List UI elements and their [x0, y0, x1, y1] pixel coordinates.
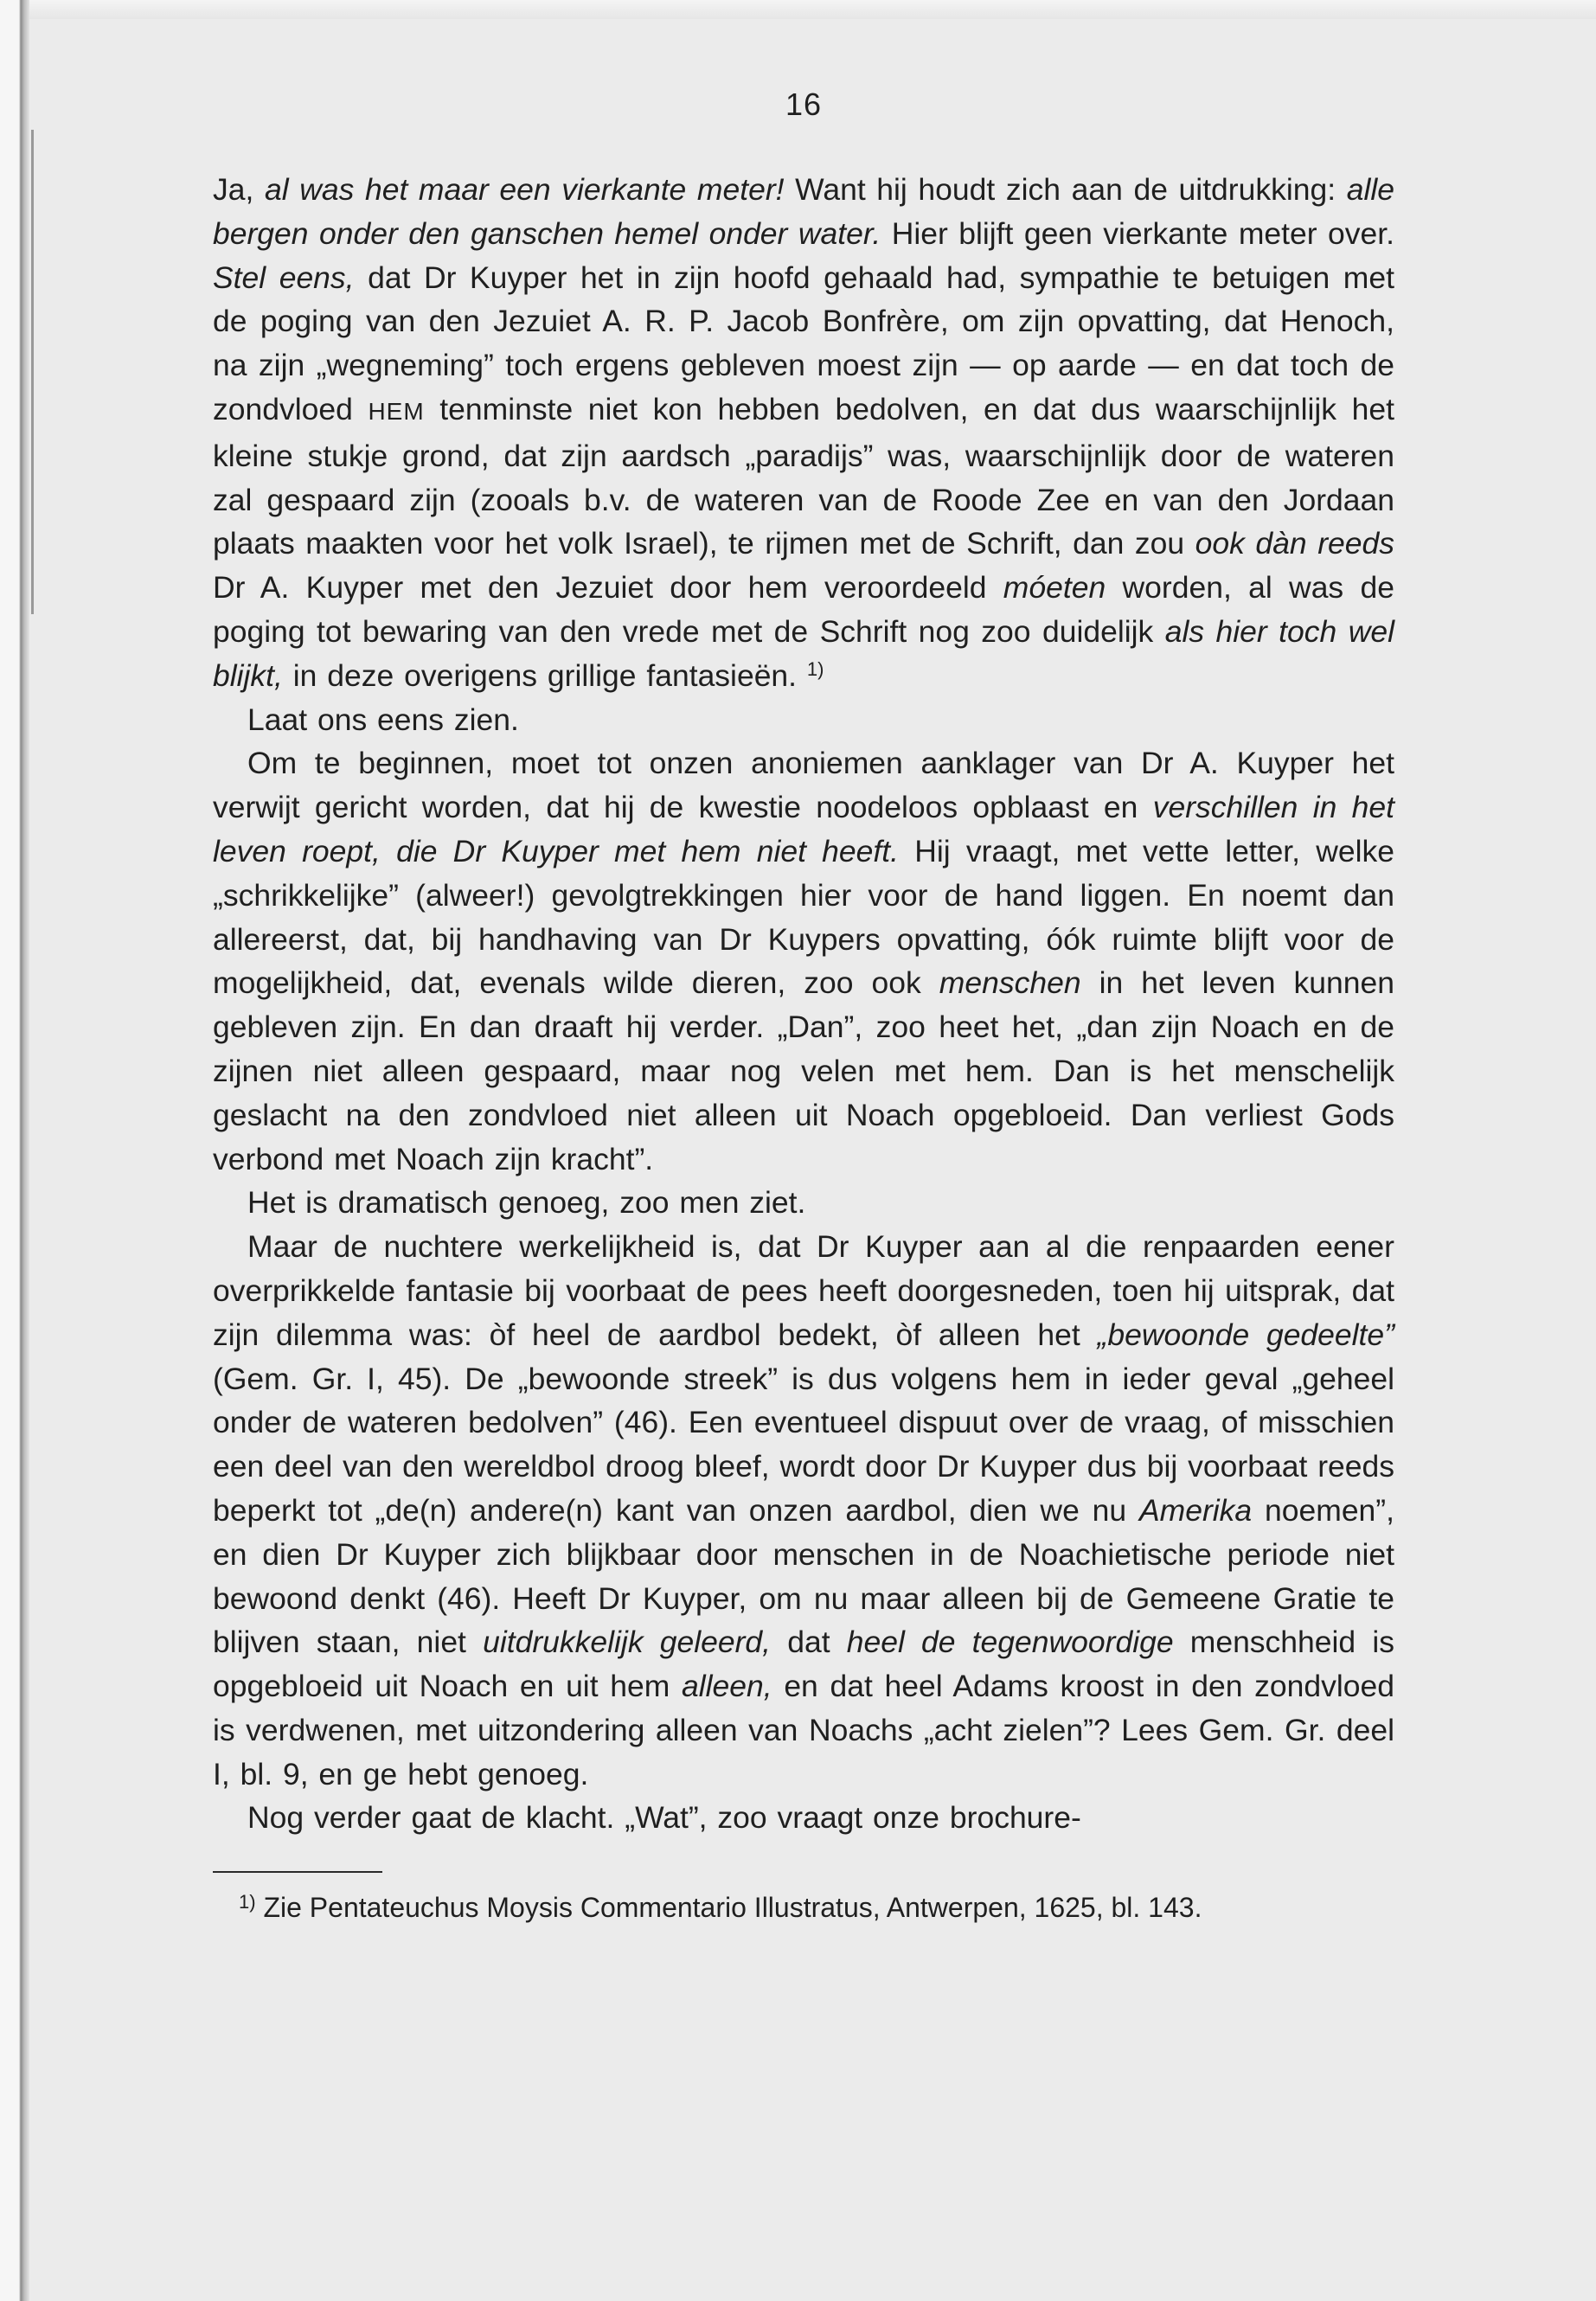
binding-shadow: [31, 130, 34, 614]
smallcaps-run: HEM: [368, 397, 425, 425]
italic-run: ook dàn reeds: [1195, 526, 1394, 561]
footnote-marker: 1): [239, 1891, 256, 1913]
text-run: Om te beginnen, moet tot onzen anoniemen aanklager van Dr A. Kuyper het verwijt gericht worden, dat hij de kwestie noodeloos opblaast en: [213, 746, 1394, 825]
body-text: [213, 168, 1394, 1840]
paragraph-6: [213, 1796, 1394, 1840]
text-run: worden, al was de poging tot bewaring van den vrede met de Schrift nog zoo duidelijk: [213, 570, 1394, 649]
italic-run: Amerika: [1138, 1492, 1253, 1528]
text-run: Dr A. Kuyper met den Jezuiet door hem veroordeeld: [213, 570, 987, 606]
paragraph-1: [213, 168, 1394, 698]
text-run: Maar de nuchtere werkelijkheid is, dat Dr Kuyper aan al die renpaarden eener overprikkelde fantasie bij voorbaat de pees heeft doorgesneden, toen hij uitsprak, dat zijn dilemma was: òf heel de aardbol bedekt, òf alleen het: [213, 1229, 1394, 1352]
italic-run: heel de tegenwoordige: [846, 1625, 1174, 1660]
text-run: Laat ons eens zien.: [247, 702, 519, 737]
paragraph-5: [213, 1225, 1394, 1796]
text-run: (Gem. Gr. I, 45). De „bewoonde streek” is dus volgens hem in ieder geval „geheel onder de wateren bedolven” (46). Een eventueel dispuut over de vraag, of misschien een deel van den wereldbol droog bleef, wordt door Dr Kuyper dus bij voorbaat reeds beperkt tot „de(n) andere(n) kant van onzen aardbol, dien we nu: [213, 1361, 1394, 1528]
text-run: en dat heel Adams kroost in den zondvloed is verdwenen, met uitzondering alleen van Noachs „acht zielen”? Lees Gem. Gr. deel I, bl. 9, en ge hebt genoeg.: [213, 1669, 1394, 1791]
italic-run: alleen,: [682, 1669, 772, 1704]
footnote-reference[interactable]: 1): [806, 657, 824, 680]
text-run: Hij vraagt, met vette letter, welke „schrikkelijke” (alweer!) gevolgtrekkingen hier voor de hand liggen. En noemt dan allereerst, dat, bij handhaving van Dr Kuypers opvatting, óók ruimte blijft voor de mogelijkheid, dat, evenals wilde dieren, zoo ook: [213, 833, 1395, 1001]
italic-run: verschillen in het leven roept, die Dr Kuyper met hem niet heeft.: [213, 790, 1394, 868]
text-run: Nog verder gaat de klacht. „Wat”, zoo vraagt onze brochure-: [247, 1800, 1081, 1836]
footnote: [213, 1888, 1394, 1926]
text-run: Het is dramatisch genoeg, zoo men ziet.: [247, 1185, 806, 1221]
italic-run: alle bergen onder den ganschen hemel onder water.: [213, 172, 1394, 251]
page-left-edge: [0, 0, 29, 2301]
text-run: Ja,: [213, 172, 254, 207]
page-number: 16: [785, 87, 823, 122]
text-run: in deze overigens grillige fantasieën.: [292, 657, 798, 693]
italic-run: móeten: [1003, 570, 1106, 606]
page-top-edge: [0, 0, 1596, 19]
text-run: tenminste niet kon hebben bedolven, en dat dus waarschijnlijk het kleine stukje grond, dat zijn aardsch „paradijs” was, waarschijnlijk door de wateren zal gespaard zijn (zooals b.v. de wateren van de Roode Zee en van den Jordaan plaats maakten voor het volk Israel), te rijmen met de Schrift, dan zou: [213, 391, 1394, 561]
footnote-divider: [213, 1871, 382, 1873]
text-run: noemen”, en dien Dr Kuyper zich blijkbaar door menschen in de Noachietische periode niet bewoond denkt (46). Heeft Dr Kuyper, om nu maar alleen bij de Gemeene Gratie te blijven staan, niet: [213, 1492, 1394, 1660]
text-run: in het leven kunnen gebleven zijn. En dan draaft hij verder. „Dan”, zoo heet het, „dan zijn Noach en de zijnen niet alleen gespaard, maar nog velen met hem. Dan is het menschelijk geslacht na den zondvloed niet alleen uit Noach opgebloeid. Dan verliest Gods verbond met Noach zijn kracht”.: [213, 965, 1394, 1176]
italic-run: Stel eens,: [213, 260, 355, 295]
text-run: Hier blijft geen vierkante meter over.: [891, 215, 1394, 251]
text-block: [213, 74, 1394, 1926]
footnote-text: Zie Pentateuchus Moysis Commentario Illustratus, Antwerpen, 1625, bl. 143.: [263, 1892, 1202, 1924]
italic-run: „bewoonde gedeelte”: [1097, 1317, 1394, 1352]
italic-run: uitdrukkelijk geleerd,: [483, 1625, 772, 1660]
text-run: Want hij houdt zich aan de uitdrukking:: [795, 172, 1336, 207]
text-run: menschheid is opgebloeid uit Noach en uit hem: [213, 1625, 1394, 1704]
text-run: dat: [787, 1625, 830, 1660]
text-run: dat Dr Kuyper het in zijn hoofd gehaald had, sympathie te betuigen met de poging van den Jezuiet A. R. P. Jacob Bonfrère, om zijn opvatting, dat Henoch, na zijn „wegneming” toch ergens gebleven moest zijn — op aarde — en dat toch de zondvloed: [213, 260, 1394, 426]
paragraph-2: [213, 698, 1394, 742]
italic-run: als hier toch wel blijkt,: [213, 613, 1394, 693]
paragraph-3: [213, 741, 1394, 1181]
paragraph-4: [213, 1181, 1394, 1225]
italic-run: menschen: [939, 965, 1081, 1001]
italic-run: al was het maar een vierkante meter!: [264, 172, 785, 207]
